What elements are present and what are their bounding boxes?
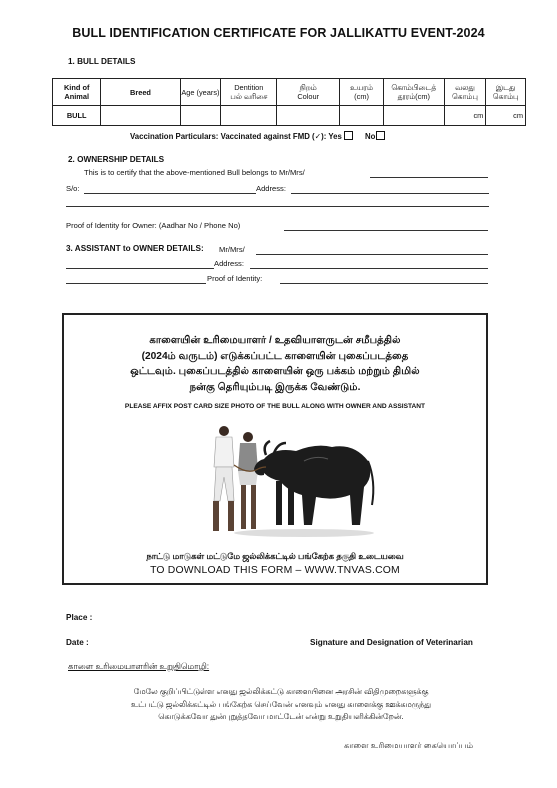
cell-kind-bull: BULL bbox=[53, 106, 101, 126]
photo-instruction-line-3: ஒட்டவும். புகைப்படத்தில் காளையின் ஒரு பக்கம் மற்றும் திமில் bbox=[130, 366, 420, 377]
photo-instruction-line-1: காளையின் உரிமையாளர் / உதவியாளருடன் சமீபத்தில் bbox=[149, 335, 401, 346]
assistant-mrmrs-label: Mr/Mrs/ bbox=[219, 245, 245, 254]
header-left-horn bbox=[486, 79, 526, 106]
native-breeds-only-note: நாட்டு மாடுகள் மட்டுமே ஜல்லிக்கட்டில் பங்கேற்க தகுதி உடையவை bbox=[146, 551, 404, 561]
header-breed: Breed bbox=[101, 79, 180, 106]
header-age: Age (years) bbox=[180, 79, 221, 106]
cell-breed[interactable] bbox=[101, 106, 180, 126]
header-dentition-ta: பல் வரிசை bbox=[230, 92, 268, 101]
header-horn-distance bbox=[384, 79, 445, 106]
header-colour-en: Colour bbox=[297, 92, 320, 101]
assistant-address-line[interactable] bbox=[250, 268, 488, 269]
photo-box bbox=[62, 313, 488, 585]
vaccination-no-checkbox[interactable] bbox=[376, 131, 385, 140]
header-height-ta: உயரம் bbox=[350, 83, 373, 92]
header-dentition bbox=[221, 79, 277, 106]
assistant-line-left[interactable] bbox=[66, 268, 214, 269]
owner-so-line[interactable] bbox=[84, 193, 256, 194]
vaccination-text: Vaccination Particulars: Vaccinated against FMD (✓): Yes bbox=[130, 132, 342, 141]
header-right-horn-ta2: கொம்பு bbox=[452, 92, 478, 101]
pledge-line-2: உட்பட்டு ஜல்லிக்கட்டில் பங்கேற்க செய்வேன் எனவும் எனது காளைக்கு ஊக்கமருந்து bbox=[130, 699, 431, 709]
cell-dentition[interactable] bbox=[221, 106, 277, 126]
owner-proof-label: Proof of Identity for Owner: (Aadhar No / Phone No) bbox=[66, 221, 241, 230]
veterinarian-signature-label: Signature and Designation of Veterinarian bbox=[310, 638, 473, 647]
header-left-horn-ta1: இடது bbox=[495, 83, 516, 92]
photo-instruction-line-4: நன்கு தெரியும்படி இருக்க வேண்டும். bbox=[189, 381, 361, 393]
place-label: Place : bbox=[66, 613, 93, 622]
right-horn-unit: cm bbox=[473, 111, 484, 120]
vaccination-line bbox=[130, 131, 385, 141]
cell-horn-distance[interactable] bbox=[384, 106, 445, 126]
header-kind-of-animal: Kind of Animal bbox=[53, 79, 101, 106]
owner-proof-line[interactable] bbox=[284, 230, 488, 231]
owner-pledge-heading: காளை உரிமையாளரின் உறுதிமொழி: bbox=[68, 661, 210, 671]
header-height bbox=[340, 79, 384, 106]
assistant-figure bbox=[238, 432, 258, 529]
cell-left-horn[interactable] bbox=[486, 106, 526, 126]
photo-instruction-line-2: (2024ம் வருடம்) எடுக்கப்பட்ட காளையின் புகைப்படத்தை bbox=[141, 350, 409, 362]
section-bull-details-heading: 1. BULL DETAILS bbox=[68, 57, 136, 66]
cell-right-horn[interactable] bbox=[444, 106, 486, 126]
owner-address-label: Address: bbox=[256, 184, 286, 193]
owner-so-label: S/o: bbox=[66, 184, 80, 193]
pledge-line-1: மேலே குறிப்பிட்டுள்ள எனது ஜல்லிக்கட்டு காளையினை அரசின் விதிமுறைகளுக்கு bbox=[133, 687, 429, 696]
download-form-url: TO DOWNLOAD THIS FORM – WWW.TNVAS.COM bbox=[150, 565, 400, 576]
owner-pledge-text bbox=[70, 686, 492, 724]
owner-name-line[interactable] bbox=[370, 177, 488, 178]
affix-photo-instruction: PLEASE AFFIX POST CARD SIZE PHOTO OF THE BULL ALONG WITH OWNER AND ASSISTANT bbox=[124, 403, 426, 410]
header-colour bbox=[277, 79, 340, 106]
header-horn-distance-ta1: கொம்பிடைத் bbox=[391, 83, 437, 92]
cell-height[interactable] bbox=[340, 106, 384, 126]
vaccination-no-label: No bbox=[364, 132, 376, 141]
assistant-name-line[interactable] bbox=[256, 254, 488, 255]
bull-table-header-row bbox=[53, 79, 526, 106]
header-left-horn-ta2: கொம்பு bbox=[492, 92, 519, 101]
vaccination-yes-checkbox[interactable] bbox=[344, 131, 353, 140]
bull-details-table bbox=[52, 78, 526, 126]
owner-address-line[interactable] bbox=[291, 193, 489, 194]
ground-shadow bbox=[234, 529, 374, 537]
header-height-en: (cm) bbox=[354, 92, 369, 101]
bull-table-data-row bbox=[53, 106, 526, 126]
header-horn-distance-ta2: தூரம்(cm) bbox=[397, 92, 430, 101]
cell-age[interactable] bbox=[180, 106, 221, 126]
sample-bull-photo bbox=[204, 421, 380, 541]
header-dentition-en: Dentition bbox=[234, 83, 264, 92]
assistant-proof-label: Proof of Identity: bbox=[207, 274, 263, 283]
left-horn-unit: cm bbox=[513, 111, 523, 120]
header-right-horn bbox=[444, 79, 486, 106]
section-ownership-heading: 2. OWNERSHIP DETAILS bbox=[68, 155, 165, 164]
assistant-proof-line[interactable] bbox=[280, 283, 488, 284]
assistant-address-label: Address: bbox=[214, 259, 244, 268]
date-label: Date : bbox=[66, 638, 89, 647]
pledge-line-3: கொடுக்கவோ துன்புறுத்தவோ மாட்டேன் என்று உறுதியளிக்கின்றேன். bbox=[158, 712, 404, 721]
header-colour-ta: நிறம் bbox=[299, 83, 317, 92]
cell-colour[interactable] bbox=[277, 106, 340, 126]
owner-figure bbox=[213, 426, 234, 531]
owner-signature-label: காளை உரிமையாளர் கையொப்பம் bbox=[344, 741, 474, 750]
ownership-certify-text: This is to certify that the above-mentioned Bull belongs to Mr/Mrs/ bbox=[84, 168, 305, 177]
owner-address-line-2[interactable] bbox=[66, 206, 489, 207]
section-assistant-heading: 3. ASSISTANT to OWNER DETAILS: bbox=[66, 244, 204, 253]
assistant-line-left-2[interactable] bbox=[66, 283, 206, 284]
certificate-title: BULL IDENTIFICATION CERTIFICATE FOR JALLIKATTU EVENT-2024 bbox=[72, 26, 485, 40]
bull-figure bbox=[254, 441, 373, 525]
header-right-horn-ta1: வலது bbox=[455, 83, 475, 92]
photo-instructions-tamil bbox=[64, 333, 486, 395]
